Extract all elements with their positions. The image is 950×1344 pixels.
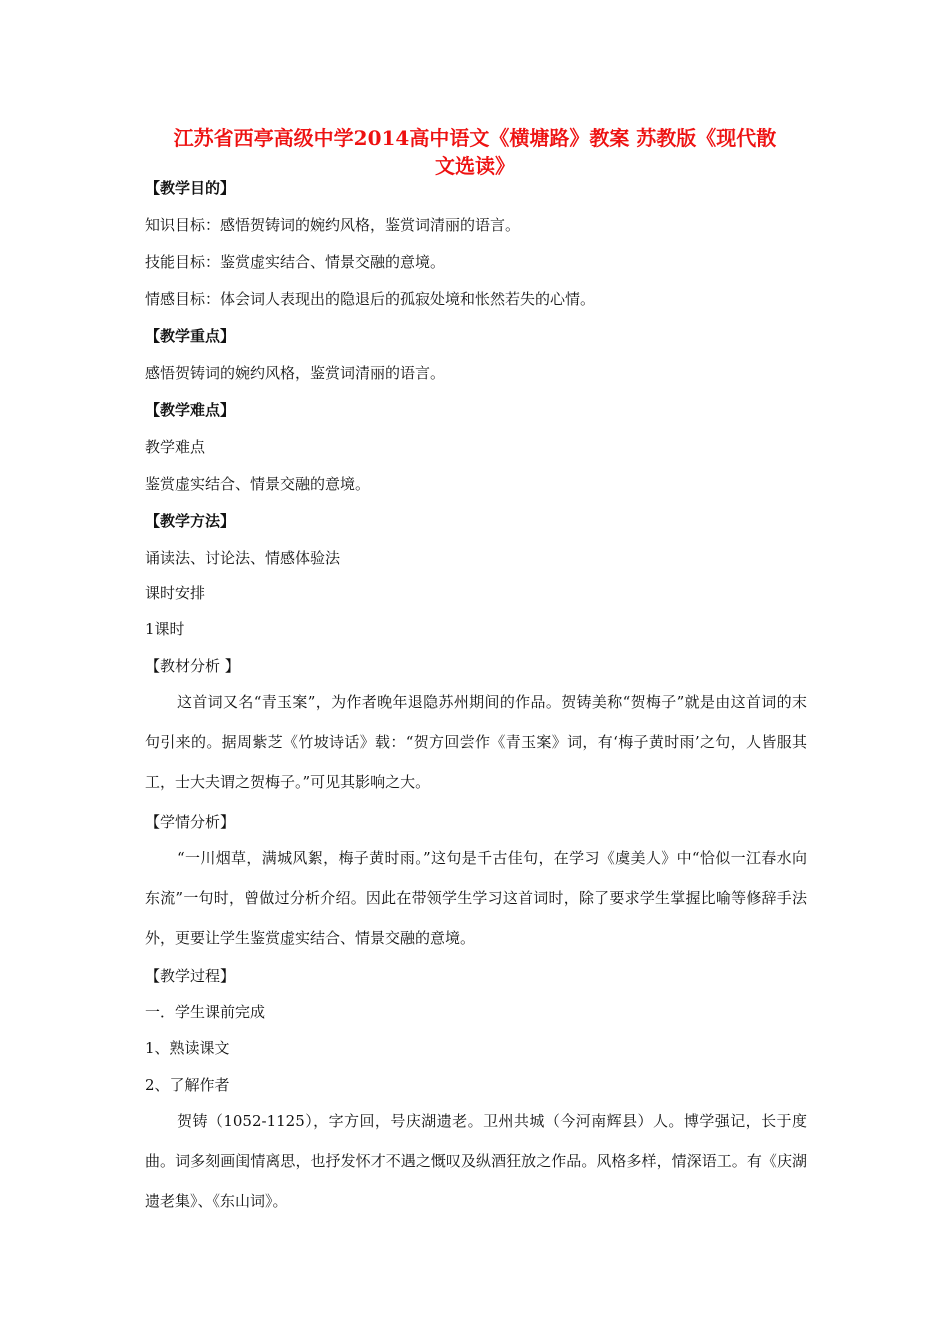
- objective-emotion: 情感目标：体会词人表现出的隐退后的孤寂处境和怅然若失的心情。: [145, 290, 596, 308]
- section-heading-difficulty: 【教学难点】: [145, 401, 236, 419]
- section-heading-material: 【教材分析 】: [145, 657, 240, 675]
- material-paragraph: 这首词又名“青玉案”，为作者晚年退隐苏州期间的作品。贺铸美称“贺梅子”就是由这首词的末句引来的。据周紫芝《竹坡诗话》载：“贺方回尝作《青玉案》词，有‘梅子黄时雨’之句，人皆服其工，士大夫谓之贺梅子。”可见其影响之大。: [145, 693, 807, 791]
- document-title-line-1: 江苏省西亭高级中学2014高中语文《横塘路》教案 苏教版《现代散: [173, 126, 777, 150]
- section-heading-objectives: 【教学目的】: [145, 179, 236, 197]
- document-title-line-2: 文选读》: [435, 154, 515, 178]
- process-step-one-item-1: 1、熟读课文: [145, 1039, 230, 1057]
- objective-skill: 技能目标：鉴赏虚实结合、情景交融的意境。: [145, 253, 446, 271]
- schedule-label: 课时安排: [145, 584, 206, 602]
- author-paragraph: 贺铸（1052-1125），字方回，号庆湖遗老。卫州共城（今河南辉县）人。博学强记，长于度曲。词多刻画闺情离思，也抒发怀才不遇之慨叹及纵酒狂放之作品。风格多样，情深语工。有《庆湖遗老集》、《东山词》。: [145, 1112, 807, 1210]
- key-text: 感悟贺铸词的婉约风格，鉴赏词清丽的语言。: [145, 364, 446, 382]
- difficulty-text: 鉴赏虚实结合、情景交融的意境。: [145, 475, 371, 493]
- schedule-text: 1课时: [145, 620, 185, 638]
- method-text: 诵读法、讨论法、情感体验法: [145, 549, 341, 567]
- student-paragraph: “一川烟草，满城风絮，梅子黄时雨。”这句是千古佳句，在学习《虞美人》中“恰似一江春水向东流”一句时，曾做过分析介绍。因此在带领学生学习这首词时，除了要求学生掌握比喻等修辞手法外，更要让学生鉴赏虚实结合、情景交融的意境。: [145, 849, 807, 947]
- process-step-one-item-2: 2、了解作者: [145, 1076, 230, 1094]
- section-heading-student: 【学情分析】: [145, 813, 236, 831]
- objective-knowledge: 知识目标：感悟贺铸词的婉约风格，鉴赏词清丽的语言。: [145, 216, 521, 234]
- section-heading-method: 【教学方法】: [145, 512, 236, 530]
- section-heading-process: 【教学过程】: [145, 967, 236, 985]
- section-heading-key: 【教学重点】: [145, 327, 236, 345]
- process-step-one: 一．学生课前完成: [145, 1003, 266, 1021]
- difficulty-label: 教学难点: [145, 438, 206, 456]
